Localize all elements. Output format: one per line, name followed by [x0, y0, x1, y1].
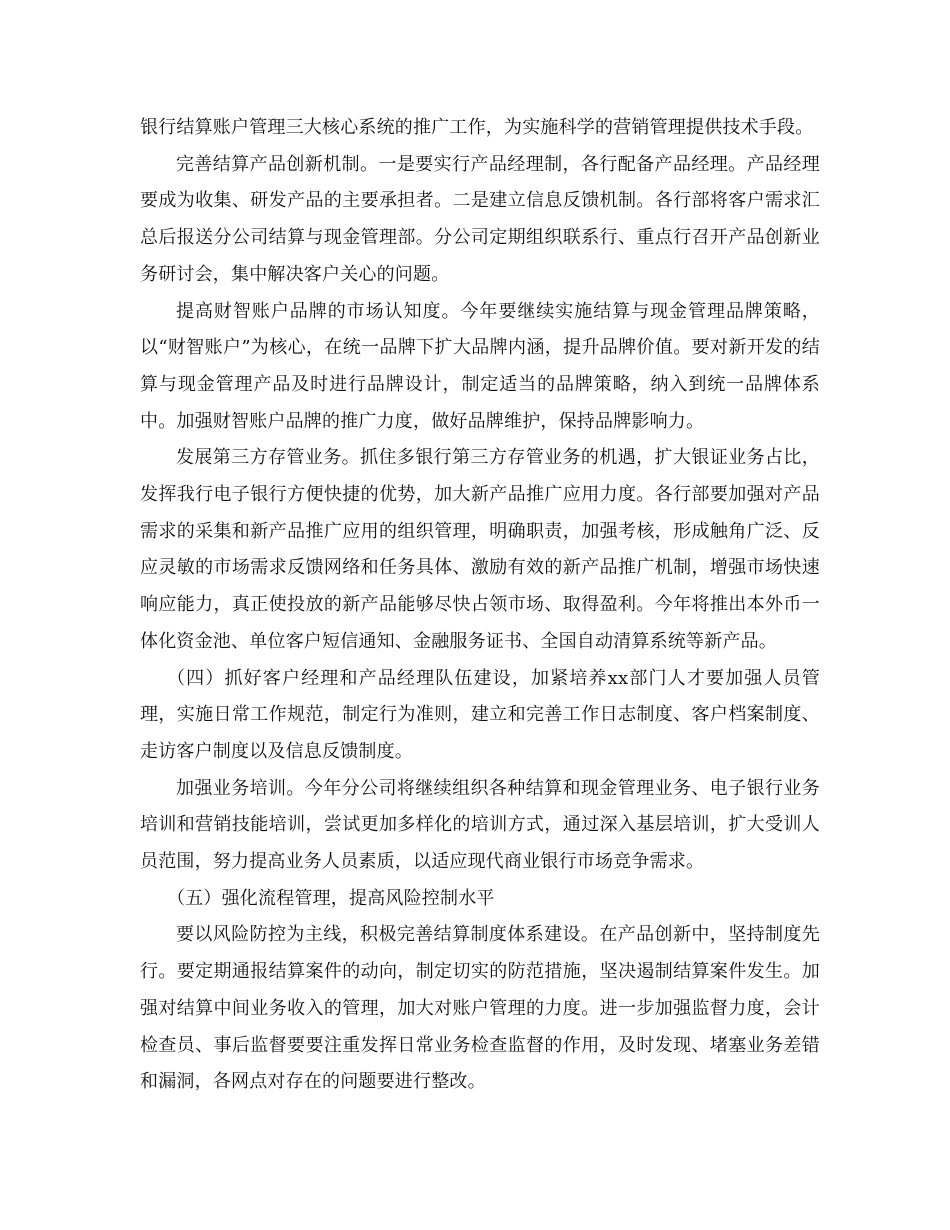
paragraph-brand-awareness: 提高财智账户品牌的市场认知度。今年要继续实施结算与现金管理品牌策略，以“财智账户”为核心，在统一品牌下扩大品牌内涵，提升品牌价值。要对新开发的结算与现金管理产品及时进行品牌设计，制定适当的品牌策略，纳入到统一品牌体系中。加强财智账户品牌的推广力度，做好品牌维护，保持品牌影响力。: [140, 300, 820, 432]
section-heading-four: （四）抓好客户经理和产品经理队伍建设，加紧培养xx部门人才要加强人员管理，实施日常工作规范，制定行为准则，建立和完善工作日志制度、客户档案制度、走访客户制度以及信息反馈制度。: [140, 667, 820, 762]
section-heading-five: （五）强化流程管理，提高风险控制水平: [167, 887, 495, 909]
paragraph-third-party-custody: 发展第三方存管业务。抓住多银行第三方存管业务的机遇，扩大银证业务占比，发挥我行电子银行方便快捷的优势，加大新产品推广应用力度。各行部要加强对产品需求的采集和新产品推广应用的组织管理，明确职责，加强考核，形成触角广泛、反应灵敏的市场需求反馈网络和任务具体、激励有效的新产品推广机制，增强市场快速响应能力，真正使投放的新产品能够尽快占领市场、取得盈利。今年将推出本外币一体化资金池、单位客户短信通知、金融服务证书、全国自动清算系统等新产品。: [140, 447, 820, 652]
document-body: [140, 110, 820, 1101]
paragraph-training: 加强业务培训。今年分公司将继续组织各种结算和现金管理业务、电子银行业务培训和营销技能培训，尝试更加多样化的培训方式，通过深入基层培训，扩大受训人员范围，努力提高业务人员素质，以适应现代商业银行市场竞争需求。: [140, 777, 820, 873]
paragraph-risk-control: 要以风险防控为主线，积极完善结算制度体系建设。在产品创新中，坚持制度先行。要定期通报结算案件的动向，制定切实的防范措施，坚决遏制结算案件发生。加强对结算中间业务收入的管理，加大对账户管理的力度。进一步加强监督力度，会计检查员、事后监督要要注重发挥日常业务检查监督的作用，及时发现、堵塞业务差错和漏洞，各网点对存在的问题要进行整改。: [140, 924, 820, 1093]
paragraph-product-innovation: 完善结算产品创新机制。一是要实行产品经理制，各行配备产品经理。产品经理要成为收集、研发产品的主要承担者。二是建立信息反馈机制。各行部将客户需求汇总后报送分公司结算与现金管理部。分公司定期组织联系行、重点行召开产品创新业务研讨会，集中解决客户关心的问题。: [140, 153, 820, 285]
paragraph-continued: 银行结算账户管理三大核心系统的推广工作，为实施科学的营销管理提供技术手段。: [140, 117, 814, 138]
